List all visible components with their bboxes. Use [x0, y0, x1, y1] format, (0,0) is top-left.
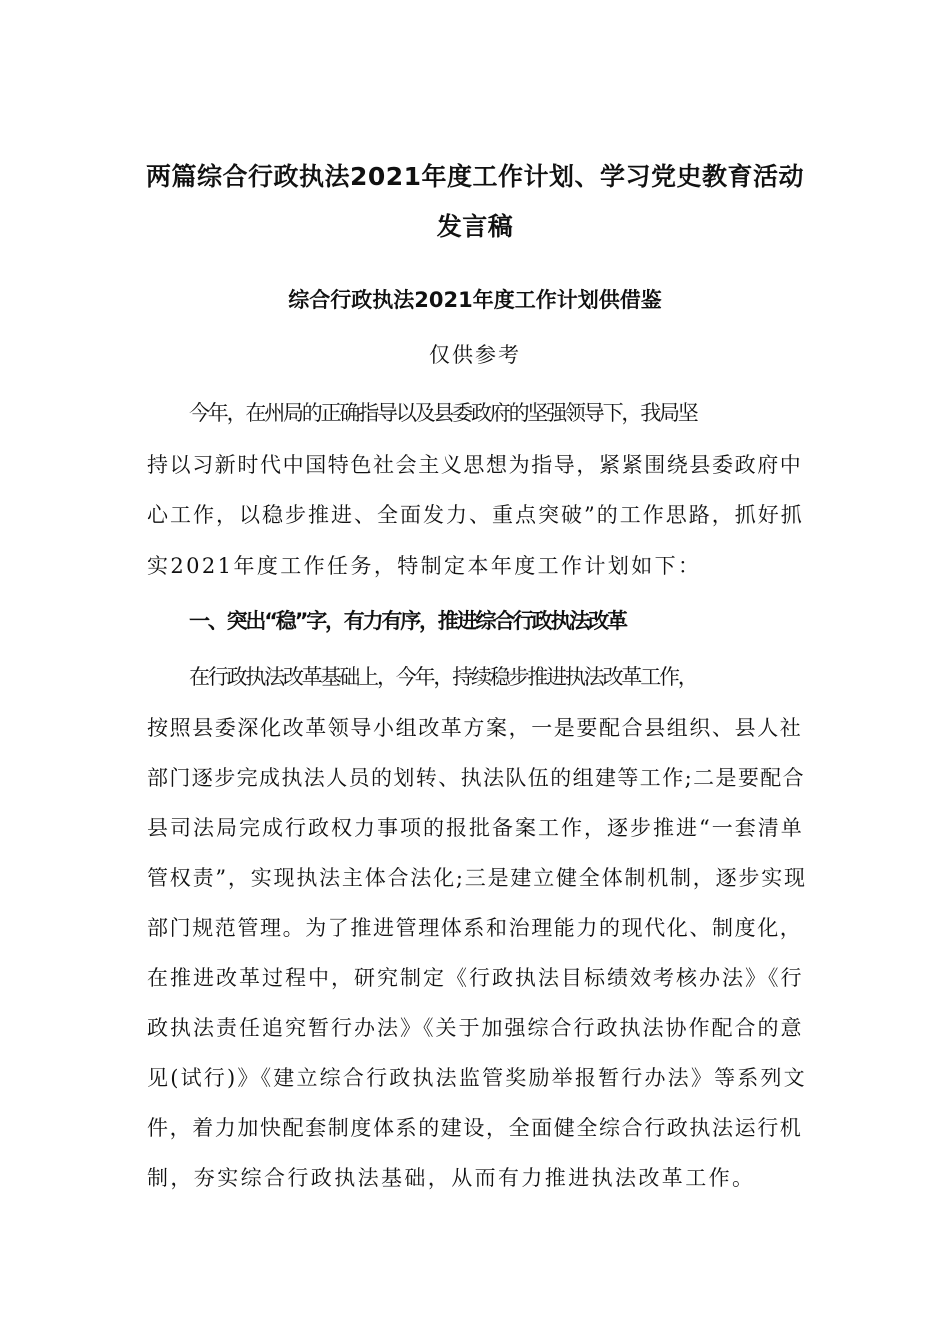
paragraph-2-line-6: 部门规范管理。为了推进管理体系和治理能力的现代化、制度化， — [147, 916, 803, 940]
paragraph-2-line-8: 政执法责任追究暂行办法》《关于加强综合行政执法协作配合的意 — [147, 1016, 804, 1040]
paragraph-2-line-9: 见(试行)》《建立综合行政执法监管奖励举报暂行办法》等系列文 — [147, 1066, 807, 1090]
paragraph-2-line-5: 管权责”，实现执法主体合法化;三是建立健全体制机制，逐步实现 — [147, 866, 807, 890]
paragraph-1-line-2: 持以习新时代中国特色社会主义思想为指导，紧紧围绕县委政府中 — [147, 453, 803, 477]
reference-note: 仅供参考 — [429, 343, 521, 367]
document-title-line-1: 两篇综合行政执法2021年度工作计划、学习党史教育活动 — [145, 162, 805, 191]
paragraph-2-line-1: 在行政执法改革基础上，今年，持续稳步推进执法改革工作， — [189, 665, 697, 689]
paragraph-1-line-4: 实2021年度工作任务，特制定本年度工作计划如下： — [147, 554, 702, 578]
paragraph-2-line-7: 在推进改革过程中，研究制定《行政执法目标绩效考核办法》《行 — [147, 966, 804, 990]
paragraph-2-line-4: 县司法局完成行政权力事项的报批备案工作，逐步推进“一套清单 — [147, 816, 804, 840]
paragraph-2-line-3: 部门逐步完成执法人员的划转、执法队伍的组建等工作;二是要配合 — [147, 766, 806, 790]
section-1-heading: 一、突出“稳”字，有力有序，推进综合行政执法改革 — [189, 609, 626, 633]
document-title-line-2: 发言稿 — [436, 212, 514, 241]
paragraph-2-line-11: 制，夯实综合行政执法基础，从而有力推进执法改革工作。 — [147, 1166, 756, 1190]
paragraph-1-line-1: 今年，在州局的正确指导以及县委政府的坚强领导下，我局坚 — [189, 401, 697, 425]
paragraph-2-line-10: 件，着力加快配套制度体系的建设，全面健全综合行政执法运行机 — [147, 1116, 803, 1140]
paragraph-2-line-2: 按照县委深化改革领导小组改革方案，一是要配合县组织、县人社 — [147, 716, 803, 740]
paragraph-1-line-3: 心工作，以稳步推进、全面发力、重点突破”的工作思路，抓好抓 — [147, 503, 804, 527]
document-subtitle: 综合行政执法2021年度工作计划供借鉴 — [288, 288, 662, 312]
